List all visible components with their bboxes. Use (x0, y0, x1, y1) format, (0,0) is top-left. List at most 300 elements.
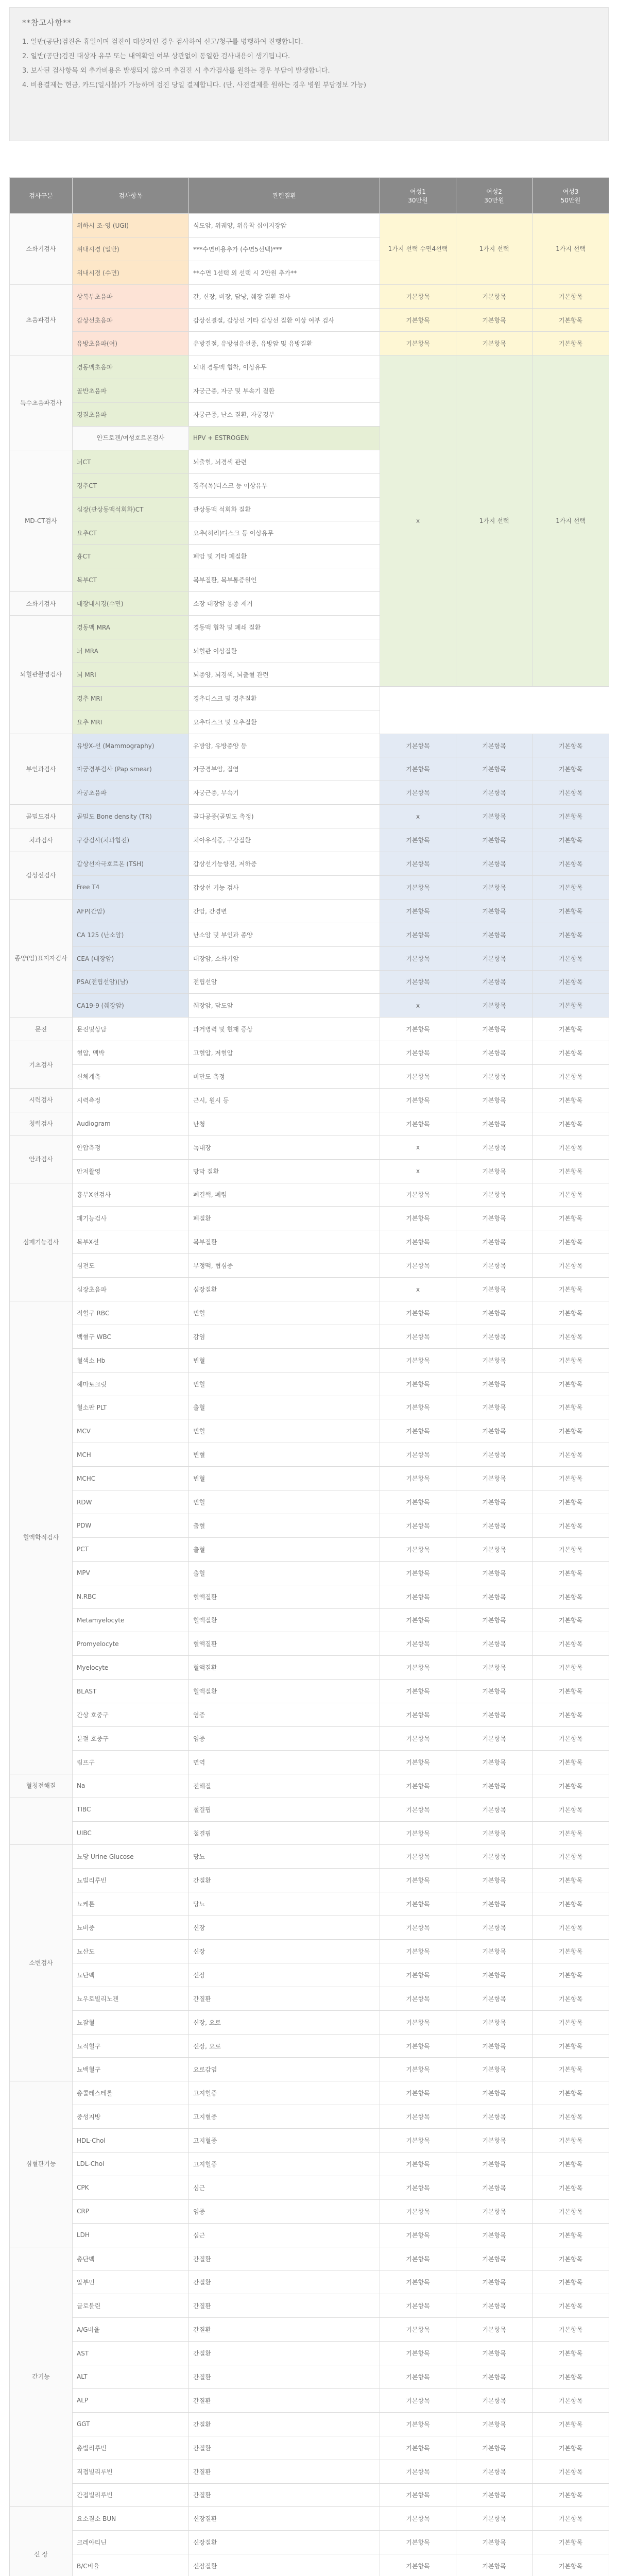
package-mark-cell: 기본항목 (533, 828, 609, 852)
related-disease-cell: 부정맥, 협심증 (189, 1254, 380, 1278)
related-disease-cell: 심근 (189, 2176, 380, 2199)
package-mark-cell: 기본항목 (533, 1632, 609, 1656)
related-disease-cell: 심근 (189, 2223, 380, 2247)
package-mark-cell: 기본항목 (533, 923, 609, 946)
table-row (10, 852, 609, 876)
test-item-cell: 안압측정 (73, 1136, 189, 1159)
package-mark-cell: x (380, 994, 456, 1018)
test-item-cell: CPK (73, 2176, 189, 2199)
test-item-cell: 간상 호중구 (73, 1703, 189, 1727)
test-item-cell: 유방초음파(여) (73, 332, 189, 355)
table-row (10, 946, 609, 970)
package-mark-cell: 기본항목 (456, 1892, 533, 1916)
table-row (10, 284, 609, 308)
test-item-cell: 구강검사(치과협진) (73, 828, 189, 852)
table-row (10, 1916, 609, 1940)
related-disease-cell: 신장질환 (189, 2507, 380, 2531)
package-mark-cell: 기본항목 (380, 2034, 456, 2058)
test-item-cell: Myelocyte (73, 1656, 189, 1680)
package-mark-cell: 기본항목 (380, 1301, 456, 1325)
package-mark-cell: 기본항목 (456, 1088, 533, 1112)
package-mark-cell: 기본항목 (380, 875, 456, 899)
package-mark-cell: 기본항목 (456, 1419, 533, 1443)
column-header: 여성3 50만원 (533, 178, 609, 214)
related-disease-cell: 자궁근종, 부속기 (189, 781, 380, 805)
category-cell: 청력검사 (10, 1112, 73, 1136)
related-disease-cell: 관상동맥 석회화 질환 (189, 497, 380, 521)
related-disease-cell: 뇌내 경동맥 협착, 이상유무 (189, 355, 380, 379)
package-mark-cell: 기본항목 (380, 2129, 456, 2153)
package-mark-cell: 기본항목 (456, 1301, 533, 1325)
related-disease-cell: 요로감염 (189, 2058, 380, 2081)
package-mark-cell: 기본항목 (380, 1537, 456, 1561)
package-mark-cell: 기본항목 (533, 1467, 609, 1490)
column-header: 여성1 30만원 (380, 178, 456, 214)
table-row (10, 2436, 609, 2460)
package-mark-cell: 기본항목 (380, 1727, 456, 1751)
related-disease-cell: 과거병력 및 현재 증상 (189, 1018, 380, 1041)
package-mark-cell: 기본항목 (380, 2554, 456, 2576)
package-mark-cell: 기본항목 (380, 899, 456, 923)
test-item-cell: 시력측정 (73, 1088, 189, 1112)
table-row (10, 2318, 609, 2342)
package-mark-cell: x (380, 1278, 456, 1301)
related-disease-cell: 복부질환, 복부통증원인 (189, 568, 380, 592)
package-mark-cell: 기본항목 (456, 1159, 533, 1183)
related-disease-cell: 출혈 (189, 1396, 380, 1419)
related-disease-cell: 복부질환 (189, 1230, 380, 1254)
package-mark-cell: 기본항목 (380, 2460, 456, 2483)
related-disease-cell: 심장질환 (189, 1278, 380, 1301)
test-item-cell: 자궁경부검사 (Pap smear) (73, 757, 189, 781)
test-item-cell: 혈압, 맥박 (73, 1041, 189, 1065)
package-mark-cell: 기본항목 (380, 757, 456, 781)
related-disease-cell: 신장 (189, 1916, 380, 1940)
package-mark-cell: 기본항목 (456, 2199, 533, 2223)
test-item-cell: BLAST (73, 1680, 189, 1703)
test-item-cell: 흉부X선검사 (73, 1183, 189, 1207)
package-choice-cell: 1가지 선택 (533, 355, 609, 686)
package-mark-cell: 기본항목 (380, 1443, 456, 1467)
related-disease-cell: 출혈 (189, 1561, 380, 1585)
package-mark-cell: 기본항목 (380, 2365, 456, 2389)
package-mark-cell: 기본항목 (380, 1325, 456, 1348)
package-mark-cell: 기본항목 (380, 1987, 456, 2010)
package-mark-cell: 기본항목 (533, 1537, 609, 1561)
notes-line: 2. 일반(공단)검진 대상자 유무 또는 내역확인 여부 상관없이 동일한 검사내용이 생기됩니다. (22, 53, 290, 60)
package-mark-cell: 기본항목 (456, 1183, 533, 1207)
table-row (10, 1703, 609, 1727)
category-cell: MD-CT검사 (10, 450, 73, 591)
package-mark-cell: 기본항목 (456, 923, 533, 946)
related-disease-cell: 녹내장 (189, 1136, 380, 1159)
package-choice-cell: 1가지 선택 (533, 214, 609, 285)
table-row (10, 1774, 609, 1798)
package-mark-cell: 기본항목 (380, 332, 456, 355)
table-row (10, 1963, 609, 1987)
package-mark-cell: 기본항목 (533, 1041, 609, 1065)
related-disease-cell: 염증 (189, 1727, 380, 1751)
related-disease-cell: 갑상선기능항진, 저하증 (189, 852, 380, 876)
package-mark-cell: 기본항목 (456, 2342, 533, 2365)
related-disease-cell: 갑상선 기능 검사 (189, 875, 380, 899)
test-item-cell: 자궁초음파 (73, 781, 189, 805)
table-row (10, 1561, 609, 1585)
table-row (10, 1325, 609, 1348)
test-item-cell: Audiogram (73, 1112, 189, 1136)
package-mark-cell: 기본항목 (533, 1727, 609, 1751)
package-mark-cell: 기본항목 (456, 1727, 533, 1751)
table-row (10, 2058, 609, 2081)
related-disease-cell: 간질환 (189, 2436, 380, 2460)
table-row (10, 1514, 609, 1537)
table-row (10, 2223, 609, 2247)
package-mark-cell: 기본항목 (380, 1514, 456, 1537)
table-row (10, 1348, 609, 1372)
package-mark-cell: 기본항목 (380, 1656, 456, 1680)
package-mark-cell: 기본항목 (456, 1348, 533, 1372)
table-row (10, 214, 609, 238)
package-mark-cell: 기본항목 (380, 1348, 456, 1372)
table-row (10, 1396, 609, 1419)
test-item-cell: 뇨우로빌리노겐 (73, 1987, 189, 2010)
related-disease-cell: 고혈압, 저혈압 (189, 1041, 380, 1065)
table-row (10, 1467, 609, 1490)
package-mark-cell: 기본항목 (533, 2081, 609, 2105)
test-item-cell: 상복부초음파 (73, 284, 189, 308)
test-item-cell: 폐기능검사 (73, 1207, 189, 1230)
table-row (10, 2247, 609, 2270)
test-item-cell: ALP (73, 2388, 189, 2412)
package-mark-cell: 기본항목 (533, 1207, 609, 1230)
related-disease-cell: 신장, 요로 (189, 2010, 380, 2034)
category-cell: 간기능 (10, 2247, 73, 2507)
test-item-cell: 경추CT (73, 473, 189, 497)
related-disease-cell: 뇌종양, 뇌경색, 뇌출혈 관련 (189, 663, 380, 686)
test-item-cell: 문진및상담 (73, 1018, 189, 1041)
package-mark-cell: 기본항목 (456, 2294, 533, 2318)
related-disease-cell: 간질환 (189, 2460, 380, 2483)
package-mark-cell: 기본항목 (380, 2247, 456, 2270)
package-mark-cell: 기본항목 (456, 2010, 533, 2034)
table-row (10, 1041, 609, 1065)
package-mark-cell: 기본항목 (533, 1798, 609, 1821)
related-disease-cell: 간암, 간경변 (189, 899, 380, 923)
test-item-cell: 심장초음파 (73, 1278, 189, 1301)
package-mark-cell: 기본항목 (533, 1845, 609, 1869)
table-row (10, 710, 609, 734)
table-row (10, 1183, 609, 1207)
package-mark-cell: 기본항목 (533, 2531, 609, 2554)
related-disease-cell: 당뇨 (189, 1845, 380, 1869)
notes-line: 3. 보사된 검사항목 외 추가비용은 발생되지 않으며 추검진 시 추가검사를 원하는 경우 부담이 발생합니다. (22, 67, 330, 75)
table-row (10, 1088, 609, 1112)
table-row (10, 1230, 609, 1254)
test-item-cell: CRP (73, 2199, 189, 2223)
related-disease-cell: 간질환 (189, 2247, 380, 2270)
test-item-cell: 뇌 MRA (73, 639, 189, 663)
package-mark-cell: 기본항목 (456, 1608, 533, 1632)
package-mark-cell: 기본항목 (456, 805, 533, 828)
package-mark-cell: 기본항목 (456, 1680, 533, 1703)
related-disease-cell: 간질환 (189, 2318, 380, 2342)
package-mark-cell: 기본항목 (533, 1112, 609, 1136)
table-row (10, 1254, 609, 1278)
package-mark-cell: 기본항목 (533, 2010, 609, 2034)
related-disease-cell: 염증 (189, 2199, 380, 2223)
package-mark-cell: 기본항목 (456, 2105, 533, 2129)
package-mark-cell: 기본항목 (533, 1821, 609, 1845)
test-item-cell: Free T4 (73, 875, 189, 899)
table-body (10, 214, 609, 2576)
package-mark-cell: 기본항목 (533, 1940, 609, 1963)
package-mark-cell: 기본항목 (533, 1656, 609, 1680)
package-mark-cell: 기본항목 (456, 1940, 533, 1963)
package-mark-cell: 기본항목 (380, 1821, 456, 1845)
related-disease-cell: 간질환 (189, 2412, 380, 2436)
test-item-cell: 위하시 조-영 (UGI) (73, 214, 189, 238)
package-mark-cell: 기본항목 (456, 1821, 533, 1845)
package-mark-cell: 기본항목 (456, 970, 533, 994)
package-mark-cell: 기본항목 (380, 1963, 456, 1987)
package-mark-cell: 기본항목 (456, 781, 533, 805)
package-mark-cell: 기본항목 (380, 1585, 456, 1608)
column-header: 관련질환 (189, 178, 380, 214)
related-disease-cell: 고지혈증 (189, 2153, 380, 2176)
package-mark-cell: 기본항목 (533, 1254, 609, 1278)
test-item-cell: MCH (73, 1443, 189, 1467)
test-item-cell: PSA(전립선암)(남) (73, 970, 189, 994)
table-row (10, 1585, 609, 1608)
package-mark-cell: 기본항목 (380, 1230, 456, 1254)
package-mark-cell: 기본항목 (456, 2412, 533, 2436)
package-mark-cell: 기본항목 (380, 2176, 456, 2199)
category-cell: 신 장 (10, 2507, 73, 2576)
package-mark-cell: 기본항목 (533, 1869, 609, 1892)
package-mark-cell: 기본항목 (456, 2365, 533, 2389)
table-row (10, 2365, 609, 2389)
table-row (10, 781, 609, 805)
test-item-cell: 뇌 MRI (73, 663, 189, 686)
related-disease-cell: 고지혈증 (189, 2105, 380, 2129)
package-mark-cell: 기본항목 (380, 1703, 456, 1727)
related-disease-cell: 감염 (189, 1325, 380, 1348)
package-mark-cell: 기본항목 (456, 1254, 533, 1278)
test-item-cell: CA19-9 (췌장암) (73, 994, 189, 1018)
package-choice-cell: 1가지 선택 수면4선택 (380, 214, 456, 285)
package-mark-cell: 기본항목 (380, 2318, 456, 2342)
category-cell: 특수초음파검사 (10, 355, 73, 450)
test-item-cell: PCT (73, 1537, 189, 1561)
table-row (10, 2270, 609, 2294)
related-disease-cell: 혈액질환 (189, 1632, 380, 1656)
table-row (10, 2153, 609, 2176)
package-mark-cell: 기본항목 (456, 1561, 533, 1585)
table-row (10, 1301, 609, 1325)
related-disease-cell: 자궁경부암, 질염 (189, 757, 380, 781)
related-disease-cell: 고지혈증 (189, 2129, 380, 2153)
test-item-cell: 유방X-선 (Mammography) (73, 734, 189, 757)
package-mark-cell: 기본항목 (533, 2199, 609, 2223)
package-mark-cell: 기본항목 (380, 1065, 456, 1089)
test-item-cell: N.RBC (73, 1585, 189, 1608)
related-disease-cell: 경추디스크 및 경추질환 (189, 686, 380, 710)
table-row (10, 875, 609, 899)
package-mark-cell: 기본항목 (456, 1514, 533, 1537)
package-mark-cell: 기본항목 (456, 1372, 533, 1396)
test-item-cell: HDL-Chol (73, 2129, 189, 2153)
related-disease-cell: 철결핍 (189, 1798, 380, 1821)
package-mark-cell: 기본항목 (533, 2129, 609, 2153)
package-mark-cell: 기본항목 (533, 852, 609, 876)
package-mark-cell: 기본항목 (456, 828, 533, 852)
package-mark-cell: 기본항목 (380, 1680, 456, 1703)
package-mark-cell: 기본항목 (533, 1419, 609, 1443)
test-item-cell: 심전도 (73, 1254, 189, 1278)
package-mark-cell: 기본항목 (456, 1987, 533, 2010)
table-row (10, 734, 609, 757)
test-item-cell: 대장내시경(수면) (73, 592, 189, 616)
table-row (10, 970, 609, 994)
package-mark-cell: 기본항목 (380, 2153, 456, 2176)
package-mark-cell: 기본항목 (380, 946, 456, 970)
package-mark-cell: 기본항목 (533, 994, 609, 1018)
package-mark-cell: 기본항목 (456, 2223, 533, 2247)
package-mark-cell: 기본항목 (380, 2294, 456, 2318)
package-mark-cell: 기본항목 (380, 1632, 456, 1656)
table-row (10, 2294, 609, 2318)
package-mark-cell: 기본항목 (380, 2081, 456, 2105)
package-mark-cell: 기본항목 (533, 1325, 609, 1348)
package-mark-cell: 기본항목 (533, 1136, 609, 1159)
related-disease-cell: 간질환 (189, 1869, 380, 1892)
test-item-cell: LDL-Chol (73, 2153, 189, 2176)
notes-box (9, 7, 609, 141)
package-mark-cell: 기본항목 (380, 2483, 456, 2507)
related-disease-cell: 신장질환 (189, 2531, 380, 2554)
package-mark-cell: 기본항목 (533, 2342, 609, 2365)
test-item-cell: UIBC (73, 1821, 189, 1845)
package-mark-cell: 기본항목 (456, 1490, 533, 1514)
test-item-cell: 분절 호중구 (73, 1727, 189, 1751)
package-mark-cell: 기본항목 (380, 2531, 456, 2554)
related-disease-cell: 난소암 및 부인과 종양 (189, 923, 380, 946)
package-mark-cell: 기본항목 (456, 1207, 533, 1230)
table-row (10, 1821, 609, 1845)
category-cell: 문진 (10, 1018, 73, 1041)
package-mark-cell: 기본항목 (380, 2105, 456, 2129)
test-item-cell: 크레아티닌 (73, 2531, 189, 2554)
table-row (10, 2554, 609, 2576)
related-disease-cell: 신장질환 (189, 2554, 380, 2576)
table-row (10, 1798, 609, 1821)
category-cell: 안과검사 (10, 1136, 73, 1183)
test-item-cell: 혈소판 PLT (73, 1396, 189, 1419)
test-item-cell: AST (73, 2342, 189, 2365)
related-disease-cell: 당뇨 (189, 1892, 380, 1916)
package-mark-cell: 기본항목 (533, 2412, 609, 2436)
package-mark-cell: 기본항목 (456, 1396, 533, 1419)
package-mark-cell: 기본항목 (533, 332, 609, 355)
package-mark-cell: 기본항목 (380, 1018, 456, 1041)
package-mark-cell: 기본항목 (533, 1680, 609, 1703)
package-mark-cell: 기본항목 (456, 2153, 533, 2176)
package-mark-cell: 기본항목 (533, 781, 609, 805)
package-mark-cell: 기본항목 (380, 1845, 456, 1869)
related-disease-cell: 자궁근종, 자궁 및 부속기 질환 (189, 379, 380, 403)
package-mark-cell: 기본항목 (380, 2342, 456, 2365)
package-mark-cell: 기본항목 (456, 994, 533, 1018)
related-disease-cell: 간질환 (189, 2483, 380, 2507)
package-mark-cell: 기본항목 (533, 2318, 609, 2342)
test-item-cell: Metamyelocyte (73, 1608, 189, 1632)
package-mark-cell: 기본항목 (380, 1774, 456, 1798)
table-row (10, 994, 609, 1018)
table-row (10, 2010, 609, 2034)
category-cell (10, 1798, 73, 1845)
package-mark-cell: 기본항목 (380, 1608, 456, 1632)
related-disease-cell: 식도암, 위궤양, 위유착 십이지장암 (189, 214, 380, 238)
test-item-cell: 적혈구 RBC (73, 1301, 189, 1325)
related-disease-cell: 빈혈 (189, 1372, 380, 1396)
package-mark-cell: 기본항목 (380, 2507, 456, 2531)
package-mark-cell: 기본항목 (533, 1348, 609, 1372)
related-disease-cell: **수면 1선택 외 선택 시 2만원 추가** (189, 261, 380, 284)
package-mark-cell: 기본항목 (533, 2554, 609, 2576)
table-row (10, 2129, 609, 2153)
package-mark-cell: 기본항목 (456, 1656, 533, 1680)
notes-lines (22, 35, 596, 93)
package-mark-cell: 기본항목 (380, 2199, 456, 2223)
test-item-cell: 경질초음파 (73, 403, 189, 427)
package-mark-cell: 기본항목 (380, 2412, 456, 2436)
column-header: 여성2 30만원 (456, 178, 533, 214)
package-mark-cell: 기본항목 (456, 1230, 533, 1254)
test-item-cell: 위내시경 (수면) (73, 261, 189, 284)
package-mark-cell: 기본항목 (380, 781, 456, 805)
table-row (10, 1680, 609, 1703)
table-row (10, 2034, 609, 2058)
checkup-table (9, 177, 609, 2576)
package-mark-cell: 기본항목 (456, 899, 533, 923)
category-cell: 혈청전해질 (10, 1774, 73, 1798)
category-cell: 심폐기능검사 (10, 1183, 73, 1301)
package-mark-cell: 기본항목 (533, 970, 609, 994)
package-mark-cell: 기본항목 (533, 2365, 609, 2389)
related-disease-cell: 간질환 (189, 2270, 380, 2294)
related-disease-cell: 빈혈 (189, 1443, 380, 1467)
column-header: 검사항목 (73, 178, 189, 214)
test-item-cell: GGT (73, 2412, 189, 2436)
related-disease-cell: 경동맥 협착 및 폐쇄 질환 (189, 616, 380, 639)
package-mark-cell: 기본항목 (456, 1112, 533, 1136)
table-row (10, 1419, 609, 1443)
package-mark-cell: 기본항목 (533, 899, 609, 923)
package-choice-cell: 1가지 선택 (456, 214, 533, 285)
table-row (10, 2412, 609, 2436)
package-mark-cell: 기본항목 (456, 1585, 533, 1608)
table-row (10, 828, 609, 852)
table-row (10, 1940, 609, 1963)
test-item-cell: MCHC (73, 1467, 189, 1490)
package-mark-cell: 기본항목 (456, 946, 533, 970)
test-item-cell: 경동맥초음파 (73, 355, 189, 379)
package-mark-cell: 기본항목 (456, 734, 533, 757)
package-mark-cell: 기본항목 (456, 2388, 533, 2412)
table-row (10, 2507, 609, 2531)
package-mark-cell: 기본항목 (456, 1278, 533, 1301)
package-mark-cell: 기본항목 (533, 2483, 609, 2507)
